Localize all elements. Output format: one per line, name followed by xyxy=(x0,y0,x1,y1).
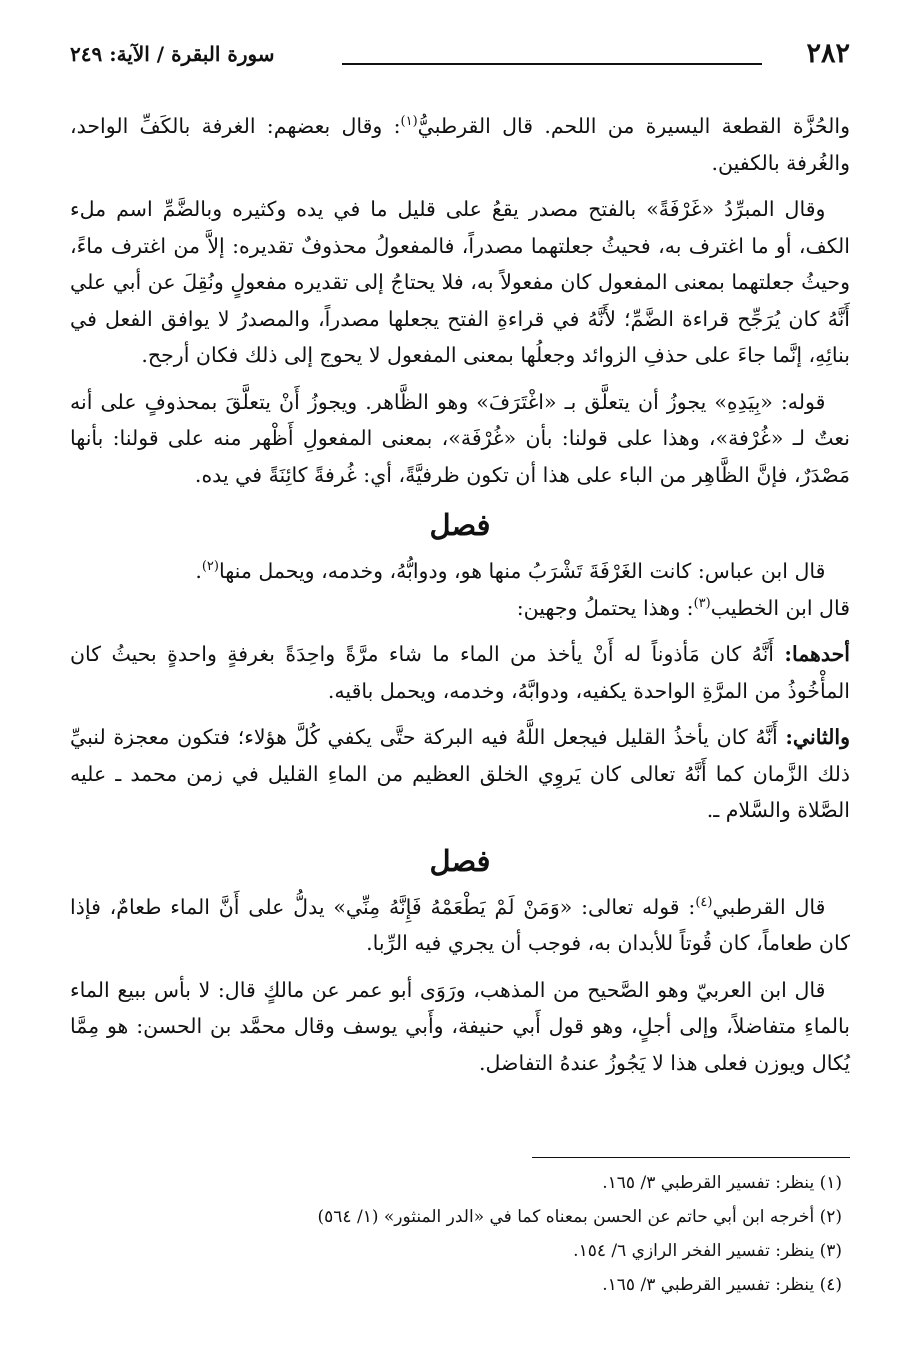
paragraph-5-rest: : وهذا يحتملُ وجهين: xyxy=(516,595,694,620)
section-heading-1: فصل xyxy=(429,508,491,542)
header-rule xyxy=(342,63,762,65)
paragraph-5-text: قال ابن الخطيب xyxy=(710,595,850,620)
footnote-ref-2: (٢) xyxy=(201,559,219,574)
page-number: ٢٨٢ xyxy=(806,38,850,69)
footnote-ref-3: (٣) xyxy=(693,595,711,611)
footnote-4: (٤) ينظر: تفسير القرطبي ٣/ ١٦٥. xyxy=(602,1275,842,1295)
paragraph-2: وقال المبرِّدُ «غَرْفَةً» بالفتح مصدر يقعُ على قليل ما في يده وكثيره وبالضَّمِّ اسم ملء الكف، أو ما اغترف به، فحيثُ جعلتهما مصدراً، فالمفعولُ محذوفٌ تقديره: إلاَّ من اغترف ماءً، وحيثُ جعلتهما بمعنى المفعول كان مفعولاً به، فلا يحتاجُ إلى تقديره مفعولٍ ونُقِلَ عن أبي علي أَنَّهُ كان يُرَجِّح قراءة الضَّمِّ؛ لأَنَّهُ في قراءةِ الفتح يجعلها مصدراً، والمصدرُ لا يوافق الفعل في بنائِهِ، إنَّما جاءَ على حذفِ الزوائد وجعلُها بمعنى المفعول لا يحوج إلى ذلك فكان أرجح. xyxy=(70,197,850,367)
paragraph-1 xyxy=(70,108,850,181)
paragraph-6 xyxy=(70,636,850,709)
paragraph-4 xyxy=(70,553,850,590)
page-header xyxy=(70,38,850,78)
paragraph-8-text: قال القرطبي xyxy=(712,894,826,919)
footnote-ref-1: (١) xyxy=(400,114,418,129)
footnotes xyxy=(70,1166,850,1302)
footnote-2: (٢) أخرجه ابن أبي حاتم عن الحسن بمعناه كما في «الدر المنثور» (١/ ٥٦٤) xyxy=(317,1207,842,1227)
paragraph-4-text: قال ابن عباس: كانت الغَرْفَةَ تَشْرَبُ منها هو، ودوابُّهُ، وخدمه، ويحمل منها xyxy=(218,559,826,583)
second-aspect-label: والثاني: xyxy=(785,725,850,749)
footnote-ref-4: (٤) xyxy=(695,894,713,910)
footnote-3: (٣) ينظر: تفسير الفخر الرازي ٦/ ١٥٤. xyxy=(573,1241,842,1261)
paragraph-3: قوله: «بِيَدِهِ» يجوزُ أن يتعلَّق بـ «اغْتَرَفَ» وهو الظَّاهر. ويجوزُ أَنْ يتعلَّقَ بمحذوفٍ على أنه نعتٌ لـ «غُرْفة»، وهذا على قولنا: بأن «غُرْفَة»، بمعنى المفعولِ أَظْهر منه على قولنا: بأنها مَصْدَرٌ، فإنَّ الظَّاهِر من الباء على هذا أن تكون ظرفيَّةً، أي: غُرفةً كائِنَةً في يده. xyxy=(70,389,850,487)
paragraph-5 xyxy=(70,590,850,627)
footnote-1: (١) ينظر: تفسير القرطبي ٣/ ١٦٥. xyxy=(602,1173,842,1193)
section-heading-2: فصل xyxy=(429,843,491,878)
paragraph-8-rest: : قوله تعالى: «وَمَنْ لَمْ يَطْعَمْهُ فَإِنَّهُ مِنِّي» يدلُّ على أَنَّ الماء طعامٌ، فإذا كان طعاماً، كان قُوتاً للأبدان به، فوجب أن يجري فيه الرِّبا. xyxy=(70,894,850,955)
paragraph-7 xyxy=(70,719,850,829)
first-aspect-label: أحدهما: xyxy=(784,642,850,666)
paragraph-4-end: . xyxy=(195,559,202,583)
footnote-rule xyxy=(532,1157,850,1158)
paragraph-6-text: أَنَّهُ كان مَأذوناً له أَنْ يأخذ من الماء ما شاء مرَّةً واحِدَةً بغرفةٍ واحدةٍ بحيثُ كان المأْخُوذُ من المرَّةِ الواحدة يكفيه، ودوابَّهُ، وخدمه، ويحمل باقيه. xyxy=(70,642,850,703)
paragraph-1-rest: : وقال بعضهم: الغرفة بالكَفِّ الواحد، والغُرفة بالكفين. xyxy=(70,114,850,175)
paragraph-1-text: والحُزَّة القطعة اليسيرة من اللحم. قال القرطبيُّ xyxy=(417,114,850,138)
page-body xyxy=(70,108,850,1091)
paragraph-7-text: أَنَّهُ كان يأخذُ القليل فيجعل اللَّهُ فيه البركة حتَّى يكفي كُلَّ هؤلاء؛ فتكون معجزة لنبيِّ ذلك الزَّمان كما أَنَّهُ تعالى كان يَروِي الخلق العظيم من الماءِ القليل في زمن محمد ـ عليه الصَّلاة والسَّلام ـ. xyxy=(70,725,850,822)
running-title: سورة البقرة / الآية: ٢٤٩ xyxy=(70,42,275,66)
paragraph-8 xyxy=(70,889,850,962)
paragraph-9: قال ابن العربيّ وهو الصَّحيح من المذهب، ورَوَى أبو عمر عن مالكٍ قال: لا بأس ببيع الماء بالماءِ متفاضلاً، وإلى أجلٍ، وهو قول أَبي حنيفة، وأَبي يوسف وقال محمَّد بن الحسن: هو مِمَّا يُكال ويوزن فعلى هذا لا يَجُوزُ عندهُ التفاضل. xyxy=(70,977,850,1075)
